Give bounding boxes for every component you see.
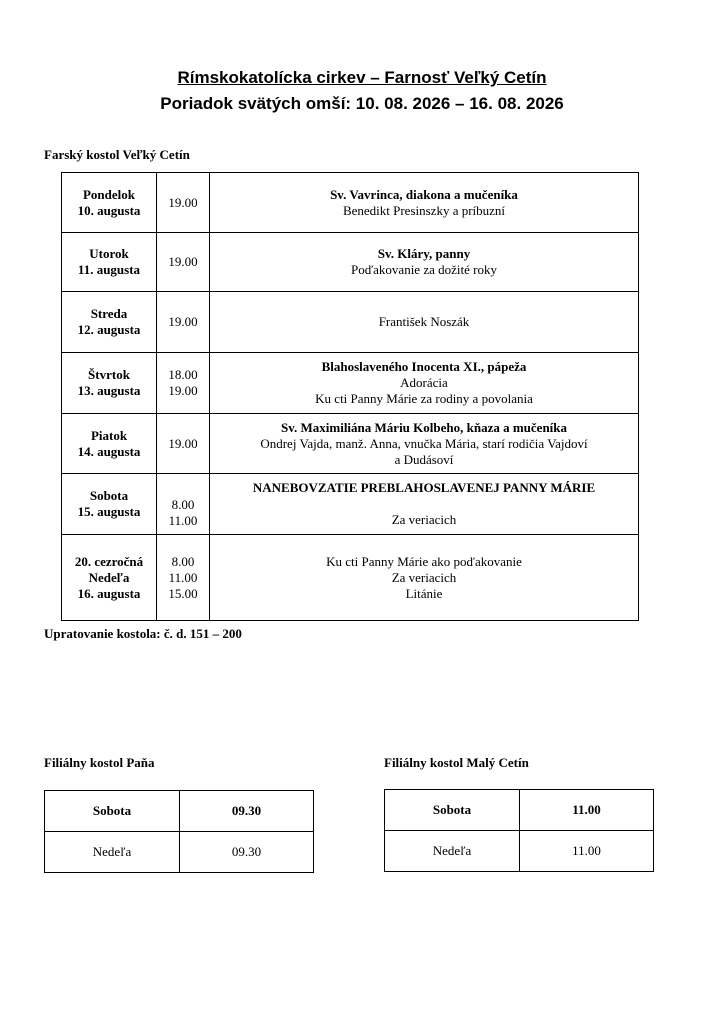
- table-row: [45, 791, 314, 832]
- day-cell: [62, 414, 157, 474]
- filial-maly-cetin-table: [384, 789, 654, 872]
- time-cell: [157, 233, 210, 292]
- cleaning-note: Upratovanie kostola: č. d. 151 – 200: [44, 626, 242, 641]
- time-cell: 11.00: [520, 831, 654, 872]
- day-cell: [62, 173, 157, 233]
- day-label: Štvrtok: [88, 367, 130, 382]
- day-label: Pondelok: [82, 186, 135, 202]
- feast-title: Sv. Kláry, panny: [377, 246, 471, 261]
- intention-line: Ku cti Panny Márie za rodiny a povolania: [315, 391, 533, 406]
- mass-time: 8.00: [171, 553, 195, 569]
- day-cell: [62, 353, 157, 414]
- time-cell: 09.30: [180, 791, 314, 832]
- mass-time: 19.00: [168, 194, 198, 210]
- date-label: 10. augusta: [77, 202, 141, 218]
- intention-cell: [210, 353, 639, 414]
- mass-time: 19.00: [168, 254, 198, 269]
- intention-line: František Noszák: [378, 314, 470, 329]
- date-label: 14. augusta: [77, 443, 141, 459]
- feast-title: NANEBOVZATIE PREBLAHOSLAVENEJ PANNY MÁRIE: [252, 480, 596, 495]
- table-row: [62, 353, 639, 414]
- day-cell: Nedeľa: [385, 831, 520, 872]
- feast-title: Sv. Vavrinca, diakona a mučeníka: [330, 186, 518, 202]
- intention-line: Poďakovanie za dožité roky: [351, 262, 497, 277]
- table-row: [385, 831, 654, 872]
- time-cell: [157, 535, 210, 621]
- day-cell: [62, 233, 157, 292]
- table-row: [62, 292, 639, 353]
- intention-line: Litánie: [405, 585, 443, 601]
- table-row: [62, 474, 639, 535]
- date-label: 11. augusta: [77, 262, 141, 277]
- day-cell: [62, 535, 157, 621]
- table-row: [62, 173, 639, 233]
- day-label: Nedeľa: [88, 569, 130, 585]
- day-cell: [62, 474, 157, 535]
- intention-cell: [210, 414, 639, 474]
- day-cell: Sobota: [45, 791, 180, 832]
- intention-cell: [210, 474, 639, 535]
- mass-time: 11.00: [168, 569, 198, 585]
- time-cell: [157, 353, 210, 414]
- day-cell: Nedeľa: [45, 832, 180, 873]
- mass-time: 11.00: [168, 513, 198, 528]
- feast-title: Blahoslaveného Inocenta XI., pápeža: [321, 359, 527, 374]
- intention-cell: [210, 173, 639, 233]
- time-cell: 11.00: [520, 790, 654, 831]
- table-row: [62, 414, 639, 474]
- page-subtitle: Poriadok svätých omší: 10. 08. 2026 – 16. 08. 2026: [160, 94, 564, 113]
- day-label: Streda: [90, 306, 128, 321]
- main-church-label: Farský kostol Veľký Cetín: [44, 147, 190, 162]
- day-label: 20. cezročná: [74, 553, 144, 569]
- table-row: [45, 832, 314, 873]
- day-cell: Sobota: [385, 790, 520, 831]
- mass-time: 19.00: [168, 435, 198, 451]
- intention-line: [214, 496, 634, 512]
- day-label: Sobota: [89, 488, 129, 503]
- intention-line: Za veriacich: [391, 569, 457, 585]
- filial-maly-cetin-label: Filiálny kostol Malý Cetín: [384, 755, 529, 770]
- time-cell: [157, 474, 210, 535]
- mass-time: 8.00: [171, 497, 195, 512]
- mass-time: 19.00: [168, 383, 198, 398]
- time-cell: [157, 173, 210, 233]
- intention-cell: [210, 535, 639, 621]
- intention-cell: [210, 233, 639, 292]
- mass-schedule-table: [61, 172, 639, 621]
- filial-pana-table: [44, 790, 314, 873]
- time-cell: 09.30: [180, 832, 314, 873]
- table-row: [62, 535, 639, 621]
- intention-line: Ku cti Panny Márie ako poďakovanie: [326, 553, 522, 569]
- date-label: 13. augusta: [77, 383, 141, 398]
- page-title: Rímskokatolícka cirkev – Farnosť Veľký Cetín: [177, 68, 547, 87]
- table-row: [385, 790, 654, 831]
- filial-pana-label: Filiálny kostol Paňa: [44, 755, 155, 770]
- feast-title: Sv. Maximiliána Máriu Kolbeho, kňaza a mučeníka: [280, 419, 568, 435]
- date-label: 12. augusta: [77, 322, 141, 337]
- intention-line: Za veriacich: [391, 512, 457, 527]
- mass-time: 18.00: [168, 367, 198, 382]
- mass-time: 19.00: [168, 314, 198, 329]
- intention-line: Ondrej Vajda, manž. Anna, vnučka Mária, starí rodičia Vajdoví: [260, 435, 588, 451]
- day-label: Utorok: [89, 246, 129, 261]
- intention-cell: [210, 292, 639, 353]
- date-label: 16. augusta: [77, 585, 141, 601]
- mass-time: 15.00: [168, 585, 198, 601]
- day-label: Piatok: [90, 427, 128, 443]
- table-row: [62, 233, 639, 292]
- intention-line: Benedikt Presinszky a príbuzní: [342, 202, 506, 218]
- day-cell: [62, 292, 157, 353]
- time-cell: [157, 414, 210, 474]
- time-cell: [157, 292, 210, 353]
- date-label: 15. augusta: [77, 504, 141, 519]
- intention-line: Adorácia: [400, 375, 448, 390]
- intention-line: a Dudásoví: [394, 451, 454, 467]
